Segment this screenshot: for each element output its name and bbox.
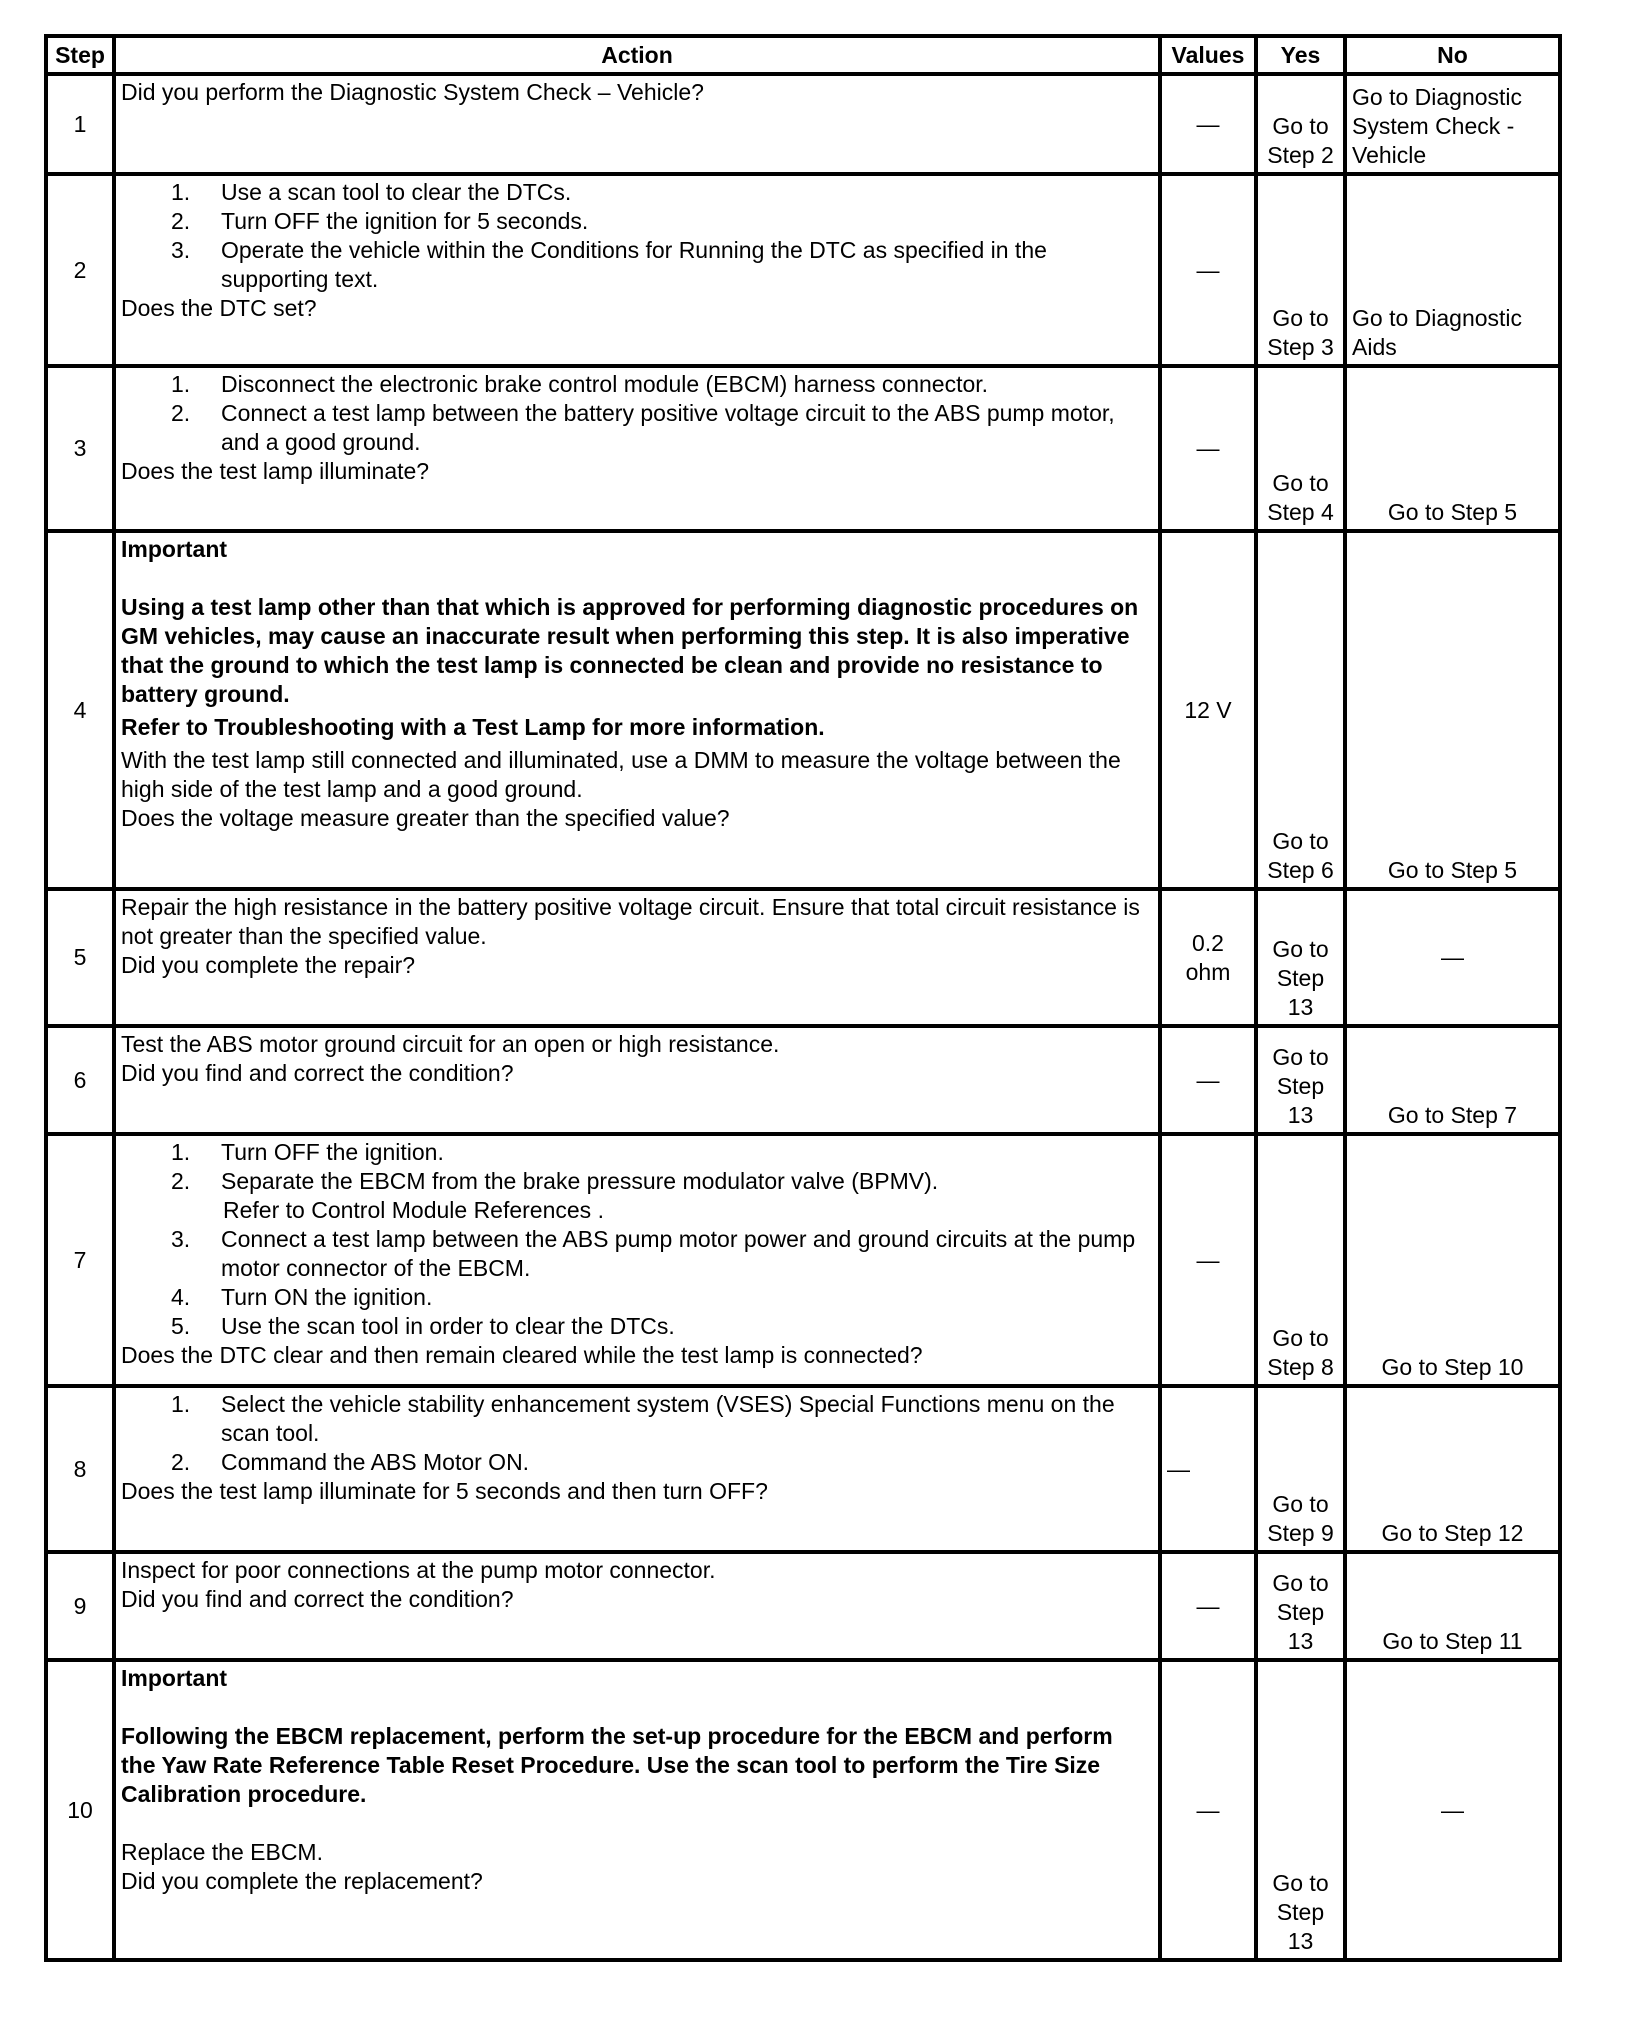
table-row (46, 1552, 1560, 1660)
question-text: Does the test lamp illuminate for 5 seconds and then turn OFF? (121, 1478, 768, 1504)
no-cell (1345, 1552, 1560, 1660)
yes-cell (1256, 174, 1345, 366)
action-step-text: Separate the EBCM from the brake pressure modulator valve (BPMV). (221, 1168, 939, 1194)
action-cell (114, 1552, 1160, 1660)
value-cell: — (1160, 1386, 1256, 1552)
action-step-text: Use the scan tool in order to clear the DTCs. (221, 1313, 675, 1339)
yes-line: 13 (1287, 1928, 1314, 1954)
question-text: Does the voltage measure greater than the specified value? (121, 805, 730, 831)
yes-line: Go to (1272, 1491, 1329, 1517)
action-step (221, 1283, 1153, 1312)
action-cell (114, 889, 1160, 1026)
action-cell (114, 531, 1160, 889)
yes-cell (1256, 1026, 1345, 1134)
yes-line: Go to (1272, 1870, 1329, 1896)
table-row (46, 889, 1560, 1026)
question-text: Did you find and correct the condition? (121, 1060, 514, 1086)
action-cell (114, 366, 1160, 531)
action-text: Replace the EBCM. (121, 1839, 323, 1865)
yes-line: Go to (1272, 113, 1329, 139)
yes-line: Step 9 (1267, 1520, 1334, 1546)
action-steps (121, 178, 1153, 294)
yes-line: Go to (1272, 305, 1329, 331)
no-line: Go to Diagnostic (1352, 305, 1523, 331)
question-text: Did you complete the replacement? (121, 1868, 483, 1894)
value-cell: — (1160, 1552, 1256, 1660)
value-cell: 12 V (1160, 531, 1256, 889)
header-step: Step (46, 36, 114, 74)
action-cell (114, 74, 1160, 174)
question-text: Did you find and correct the condition? (121, 1586, 514, 1612)
table-row (46, 366, 1560, 531)
no-cell (1345, 531, 1560, 889)
action-cell (114, 1026, 1160, 1134)
table-row (46, 74, 1560, 174)
step-number: 5 (46, 889, 114, 1026)
no-line: Aids (1352, 334, 1397, 360)
action-cell (114, 1134, 1160, 1386)
action-text: Repair the high resistance in the battery positive voltage circuit. Ensure that total circuit resistance is not greater than the specified value. (121, 894, 1140, 949)
yes-line: Step 8 (1267, 1354, 1334, 1380)
table-row (46, 174, 1560, 366)
important-title: Important (121, 536, 228, 562)
action-step (221, 1138, 1153, 1167)
header-yes: Yes (1256, 36, 1345, 74)
action-step (221, 1225, 1153, 1283)
question-text: Does the DTC clear and then remain cleared while the test lamp is connected? (121, 1342, 923, 1368)
no-line: Go to Step 7 (1387, 1102, 1518, 1128)
no-line: Go to Step 11 (1382, 1628, 1523, 1654)
action-step: Operate the vehicle within the Conditions for Running the DTC as specified in the supporting text. (221, 237, 1047, 292)
no-line: Vehicle (1352, 142, 1427, 168)
yes-line: Step 2 (1267, 142, 1334, 168)
header-no: No (1345, 36, 1560, 74)
action-step: Turn OFF the ignition for 5 seconds. (221, 208, 589, 234)
yes-cell (1256, 889, 1345, 1026)
no-cell (1345, 1026, 1560, 1134)
no-cell (1345, 1660, 1560, 1960)
question-text: Did you perform the Diagnostic System Check – Vehicle? (121, 79, 704, 105)
step-number: 6 (46, 1026, 114, 1134)
reference-text: Refer to Control Module References . (223, 1197, 604, 1223)
action-text: Test the ABS motor ground circuit for an open or high resistance. (121, 1031, 780, 1057)
no-cell (1345, 1134, 1560, 1386)
action-step: Use a scan tool to clear the DTCs. (221, 179, 572, 205)
value-cell: — (1160, 1134, 1256, 1386)
yes-cell (1256, 1134, 1345, 1386)
no-cell (1345, 174, 1560, 366)
question-text: Does the DTC set? (121, 295, 317, 321)
important-text: Using a test lamp other than that which is approved for performing diagnostic procedures on GM vehicles, may cause an inaccurate result when performing this step. It is also imperative that the ground to which the test lamp is connected be clean and provide no resistance to battery ground. (121, 594, 1139, 707)
value-line: 0.2 (1192, 929, 1224, 956)
yes-cell (1256, 1386, 1345, 1552)
action-cell (114, 174, 1160, 366)
action-step (221, 1167, 1153, 1225)
yes-line: Step 4 (1267, 499, 1334, 525)
action-step-text: Connect a test lamp between the ABS pump motor power and ground circuits at the pump motor connector of the EBCM. (221, 1226, 1136, 1281)
table-row (46, 531, 1560, 889)
action-step: Connect a test lamp between the battery positive voltage circuit to the ABS pump motor, and a good ground. (221, 400, 1115, 455)
step-number: 10 (46, 1660, 114, 1960)
value-cell (1160, 889, 1256, 1026)
action-cell (114, 1660, 1160, 1960)
yes-line: Step (1276, 965, 1325, 991)
value-cell: — (1160, 366, 1256, 531)
step-number: 4 (46, 531, 114, 889)
question-text: Did you complete the repair? (121, 952, 416, 978)
yes-line: 13 (1287, 1628, 1314, 1654)
table-row (46, 1386, 1560, 1552)
action-step: Select the vehicle stability enhancement system (VSES) Special Functions menu on the scan tool. (221, 1391, 1115, 1446)
step-number: 3 (46, 366, 114, 531)
action-cell (114, 1386, 1160, 1552)
step-number: 9 (46, 1552, 114, 1660)
step-number: 7 (46, 1134, 114, 1386)
yes-line: 13 (1287, 1102, 1314, 1128)
yes-cell (1256, 74, 1345, 174)
action-text: Inspect for poor connections at the pump motor connector. (121, 1557, 716, 1583)
table-row (46, 1660, 1560, 1960)
no-line: — (1441, 1796, 1464, 1823)
yes-line: Step (1276, 1073, 1325, 1099)
no-line: System Check - (1352, 113, 1515, 139)
yes-line: Go to (1272, 1570, 1329, 1596)
no-line: Go to Diagnostic (1352, 84, 1523, 110)
value-cell: — (1160, 74, 1256, 174)
action-step-text: Turn OFF the ignition. (221, 1139, 444, 1165)
yes-cell (1256, 366, 1345, 531)
yes-line: Go to (1272, 828, 1329, 854)
action-steps (121, 370, 1153, 457)
header-values: Values (1160, 36, 1256, 74)
step-number: 2 (46, 174, 114, 366)
no-line: Go to Step 12 (1381, 1520, 1524, 1546)
yes-line: Step (1276, 1599, 1325, 1625)
no-cell (1345, 889, 1560, 1026)
step-number: 1 (46, 74, 114, 174)
header-action: Action (114, 36, 1160, 74)
action-step (221, 1312, 1153, 1341)
no-cell (1345, 74, 1560, 174)
important-title: Important (121, 1665, 228, 1691)
no-cell (1345, 366, 1560, 531)
value-cell: — (1160, 1660, 1256, 1960)
reference-text: Refer to Troubleshooting with a Test Lamp for more information. (121, 714, 825, 740)
yes-line: 13 (1287, 994, 1314, 1020)
yes-line: Step 3 (1267, 334, 1334, 360)
yes-cell (1256, 531, 1345, 889)
no-line: — (1441, 944, 1464, 970)
value-cell: — (1160, 1026, 1256, 1134)
yes-cell (1256, 1660, 1345, 1960)
no-cell (1345, 1386, 1560, 1552)
question-text: Does the test lamp illuminate? (121, 458, 430, 484)
yes-line: Go to (1272, 1044, 1329, 1070)
table-row (46, 1134, 1560, 1386)
no-line: Go to Step 5 (1387, 499, 1518, 525)
step-number: 8 (46, 1386, 114, 1552)
yes-line: Go to (1272, 936, 1329, 962)
table-row (46, 1026, 1560, 1134)
action-step: Command the ABS Motor ON. (221, 1449, 530, 1475)
header-row (46, 36, 1560, 74)
value-cell: — (1160, 174, 1256, 366)
action-steps (121, 1390, 1153, 1477)
action-step: Disconnect the electronic brake control module (EBCM) harness connector. (221, 371, 989, 397)
no-line: Go to Step 5 (1387, 857, 1518, 883)
yes-cell (1256, 1552, 1345, 1660)
yes-line: Go to (1272, 1325, 1329, 1351)
action-step-text: Turn ON the ignition. (221, 1284, 433, 1310)
action-steps (121, 1138, 1153, 1341)
diagnostic-table (44, 34, 1562, 1962)
no-line: Go to Step 10 (1381, 1354, 1524, 1380)
value-line: ohm (1185, 958, 1231, 985)
action-text: With the test lamp still connected and illuminated, use a DMM to measure the voltage between the high side of the test lamp and a good ground. (121, 747, 1121, 802)
yes-line: Go to (1272, 470, 1329, 496)
yes-line: Step 6 (1267, 857, 1334, 883)
yes-line: Step (1276, 1899, 1325, 1925)
important-text: Following the EBCM replacement, perform the set-up procedure for the EBCM and perform the Yaw Rate Reference Table Reset Procedure. Use the scan tool to perform the Tire Size Calibration procedure. (121, 1723, 1113, 1807)
